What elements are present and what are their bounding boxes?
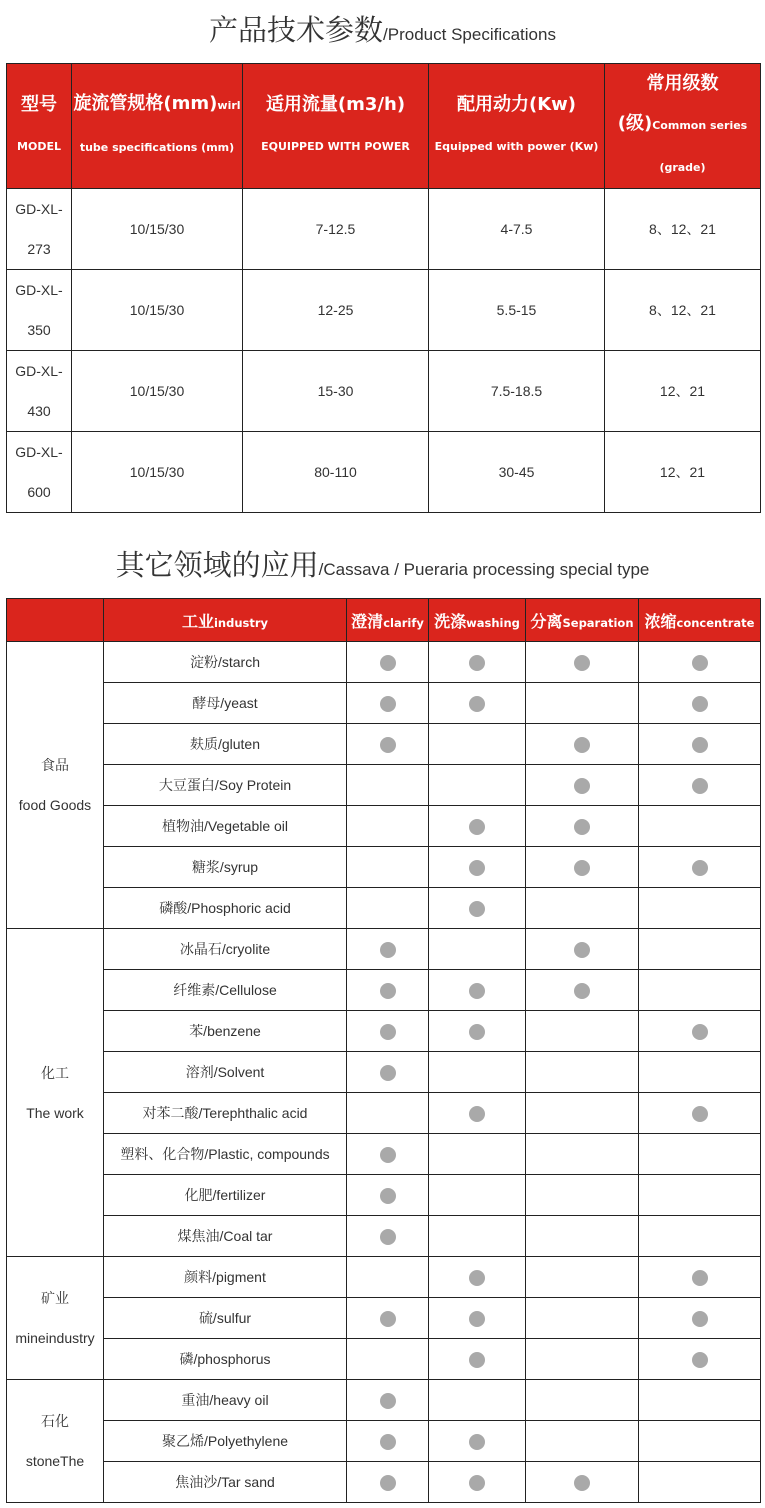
dot-icon [380, 1475, 396, 1491]
dot-icon [469, 1106, 485, 1122]
header-zh2: (级) [617, 113, 653, 134]
mark-cell [639, 683, 761, 724]
model-number: 600 [27, 484, 51, 500]
category-cell [7, 1380, 104, 1503]
mark-cell [347, 929, 429, 970]
mark-cell [639, 1339, 761, 1380]
power-cell: 5.5-15 [429, 270, 605, 351]
dot-icon [574, 819, 590, 835]
mark-cell [639, 1134, 761, 1175]
mark-cell [347, 1052, 429, 1093]
mark-cell [639, 765, 761, 806]
header-zh: 洗涤 [434, 611, 467, 631]
application-table [6, 598, 761, 1503]
dot-icon [469, 1024, 485, 1040]
mark-cell [639, 847, 761, 888]
mark-cell [429, 765, 526, 806]
mark-cell [347, 1134, 429, 1175]
mark-cell [526, 1339, 639, 1380]
material-cell: 磷酸/Phosphoric acid [104, 888, 347, 929]
app-row [7, 1257, 761, 1298]
mark-cell [347, 1257, 429, 1298]
dot-icon [574, 737, 590, 753]
mark-cell [639, 1298, 761, 1339]
material-cell: 煤焦油/Coal tar [104, 1216, 347, 1257]
mark-cell [429, 888, 526, 929]
app-row [7, 1298, 761, 1339]
dot-icon [692, 737, 708, 753]
mark-cell [429, 1216, 526, 1257]
spec-row [7, 351, 761, 432]
header-en: Equipped with power (Kw) [434, 140, 599, 153]
mark-cell [347, 1462, 429, 1503]
mark-cell [347, 806, 429, 847]
flow-cell: 15-30 [243, 351, 429, 432]
header-en: (grade) [659, 161, 706, 174]
dot-icon [692, 778, 708, 794]
app-header-row [7, 599, 761, 642]
spec-header-row [7, 64, 761, 189]
mark-cell [526, 1421, 639, 1462]
app-row [7, 683, 761, 724]
dot-icon [469, 860, 485, 876]
app-row [7, 1052, 761, 1093]
mark-cell [639, 1421, 761, 1462]
mark-cell [429, 1257, 526, 1298]
dot-icon [574, 1475, 590, 1491]
header-zh: 澄清 [351, 611, 384, 631]
mark-cell [526, 806, 639, 847]
mark-cell [429, 1011, 526, 1052]
dot-icon [380, 1311, 396, 1327]
mark-cell [526, 1462, 639, 1503]
grade-cell: 8、12、21 [605, 270, 761, 351]
mark-cell [639, 1257, 761, 1298]
model-cell [7, 189, 72, 270]
header-en: washing [466, 615, 520, 630]
mark-cell [429, 1134, 526, 1175]
mark-cell [526, 765, 639, 806]
app-row [7, 1216, 761, 1257]
mark-cell [347, 642, 429, 683]
dot-icon [380, 983, 396, 999]
mark-cell [639, 724, 761, 765]
dot-icon [469, 1352, 485, 1368]
model-prefix: GD-XL- [15, 363, 63, 379]
category-zh: 矿业 [41, 1290, 69, 1306]
spec-title-zh: 产品技术参数 [209, 13, 384, 47]
category-zh: 石化 [41, 1413, 69, 1429]
mark-cell [347, 683, 429, 724]
dot-icon [692, 860, 708, 876]
header-separation [526, 599, 639, 642]
mark-cell [639, 1052, 761, 1093]
model-prefix: GD-XL- [15, 282, 63, 298]
mark-cell [526, 1298, 639, 1339]
app-row [7, 1134, 761, 1175]
app-row [7, 1380, 761, 1421]
header-industry [104, 599, 347, 642]
header-zh: 浓缩 [644, 611, 677, 631]
app-row [7, 1011, 761, 1052]
app-title-zh: 其它领域的应用 [115, 548, 319, 582]
material-cell: 溶剂/Solvent [104, 1052, 347, 1093]
mark-cell [639, 1093, 761, 1134]
model-number: 350 [27, 322, 51, 338]
flow-cell: 80-110 [243, 432, 429, 513]
mark-cell [429, 1339, 526, 1380]
mark-cell [526, 1011, 639, 1052]
dot-icon [380, 1188, 396, 1204]
category-en: mineindustry [15, 1330, 95, 1346]
app-row [7, 847, 761, 888]
header-model [7, 64, 72, 189]
material-cell: 大豆蛋白/Soy Protein [104, 765, 347, 806]
mark-cell [526, 970, 639, 1011]
header-zh: 分离 [530, 611, 563, 631]
app-row [7, 765, 761, 806]
header-tube [72, 64, 243, 189]
mark-cell [526, 888, 639, 929]
category-zh: 化工 [41, 1064, 69, 1081]
mark-cell [347, 1421, 429, 1462]
power-cell: 30-45 [429, 432, 605, 513]
dot-icon [692, 655, 708, 671]
spec-title-en: /Product Specifications [383, 25, 556, 44]
dot-icon [469, 901, 485, 917]
dot-icon [692, 1106, 708, 1122]
tube-cell: 10/15/30 [72, 270, 243, 351]
dot-icon [469, 1311, 485, 1327]
dot-icon [692, 1270, 708, 1286]
dot-icon [469, 1270, 485, 1286]
dot-icon [469, 655, 485, 671]
material-cell: 颜料/pigment [104, 1257, 347, 1298]
mark-cell [526, 929, 639, 970]
dot-icon [574, 860, 590, 876]
app-row [7, 724, 761, 765]
mark-cell [429, 1380, 526, 1421]
mark-cell [639, 970, 761, 1011]
material-cell: 焦油沙/Tar sand [104, 1462, 347, 1503]
app-row [7, 1339, 761, 1380]
mark-cell [429, 806, 526, 847]
mark-cell [347, 847, 429, 888]
dot-icon [380, 737, 396, 753]
mark-cell [639, 642, 761, 683]
header-zh: 适用流量(m3/h) [265, 94, 406, 115]
dot-icon [380, 1393, 396, 1409]
header-washing [429, 599, 526, 642]
category-zh: 食品 [41, 757, 69, 773]
material-cell: 糖浆/syrup [104, 847, 347, 888]
dot-icon [380, 1065, 396, 1081]
mark-cell [526, 1216, 639, 1257]
dot-icon [574, 942, 590, 958]
mark-cell [639, 1175, 761, 1216]
header-category [7, 599, 104, 642]
mark-cell [526, 1380, 639, 1421]
material-cell: 植物油/Vegetable oil [104, 806, 347, 847]
header-en-inline: Common series [652, 119, 748, 132]
material-cell: 酵母/yeast [104, 683, 347, 724]
dot-icon [380, 942, 396, 958]
mark-cell [429, 1421, 526, 1462]
header-en: Separation [562, 615, 634, 630]
mark-cell [526, 683, 639, 724]
mark-cell [429, 642, 526, 683]
app-title-en: /Cassava / Pueraria processing special type [318, 560, 650, 579]
dot-icon [380, 655, 396, 671]
spec-table [6, 63, 761, 513]
category-en: The work [26, 1104, 84, 1121]
mark-cell [639, 1380, 761, 1421]
dot-icon [469, 983, 485, 999]
header-zh: 配用动力(Kw) [456, 94, 577, 115]
header-en: MODEL [17, 140, 61, 153]
category-cell [7, 1257, 104, 1380]
mark-cell [429, 970, 526, 1011]
mark-cell [429, 1298, 526, 1339]
tube-cell: 10/15/30 [72, 432, 243, 513]
dot-icon [380, 696, 396, 712]
mark-cell [347, 1380, 429, 1421]
dot-icon [692, 1024, 708, 1040]
header-en: industry [213, 615, 269, 630]
mark-cell [526, 724, 639, 765]
material-cell: 磷/phosphorus [104, 1339, 347, 1380]
tube-cell: 10/15/30 [72, 189, 243, 270]
material-cell: 聚乙烯/Polyethylene [104, 1421, 347, 1462]
mark-cell [347, 765, 429, 806]
mark-cell [526, 847, 639, 888]
mark-cell [526, 642, 639, 683]
mark-cell [639, 1462, 761, 1503]
dot-icon [469, 696, 485, 712]
dot-icon [574, 655, 590, 671]
flow-cell: 12-25 [243, 270, 429, 351]
material-cell: 纤维素/Cellulose [104, 970, 347, 1011]
mark-cell [639, 806, 761, 847]
mark-cell [429, 1175, 526, 1216]
header-zh: 型号 [21, 94, 57, 115]
power-cell: 4-7.5 [429, 189, 605, 270]
category-en: stoneThe [25, 1453, 85, 1469]
spec-row [7, 189, 761, 270]
mark-cell [526, 1134, 639, 1175]
header-en-inline: wirl [217, 99, 241, 112]
header-concentrate [639, 599, 761, 642]
material-cell: 冰晶石/cryolite [104, 929, 347, 970]
header-en: concentrate [676, 615, 755, 630]
mark-cell [639, 929, 761, 970]
model-cell [7, 270, 72, 351]
app-section-title [0, 543, 765, 584]
model-prefix: GD-XL- [15, 444, 63, 460]
mark-cell [429, 847, 526, 888]
mark-cell [347, 970, 429, 1011]
mark-cell [347, 1298, 429, 1339]
material-cell: 麸质/gluten [104, 724, 347, 765]
mark-cell [347, 1093, 429, 1134]
grade-cell: 8、12、21 [605, 189, 761, 270]
mark-cell [526, 1257, 639, 1298]
material-cell: 淀粉/starch [104, 642, 347, 683]
mark-cell [429, 1093, 526, 1134]
model-cell [7, 351, 72, 432]
header-en: tube specifications (mm) [79, 141, 235, 154]
app-row [7, 929, 761, 970]
dot-icon [380, 1229, 396, 1245]
mark-cell [347, 1216, 429, 1257]
mark-cell [429, 683, 526, 724]
power-cell: 7.5-18.5 [429, 351, 605, 432]
material-cell: 苯/benzene [104, 1011, 347, 1052]
mark-cell [429, 1462, 526, 1503]
app-row [7, 1462, 761, 1503]
header-en: clarify [383, 615, 424, 630]
app-row [7, 1175, 761, 1216]
dot-icon [380, 1434, 396, 1450]
material-cell: 硫/sulfur [104, 1298, 347, 1339]
tube-cell: 10/15/30 [72, 351, 243, 432]
category-cell [7, 929, 104, 1257]
grade-cell: 12、21 [605, 351, 761, 432]
app-row [7, 806, 761, 847]
dot-icon [574, 778, 590, 794]
flow-cell: 7-12.5 [243, 189, 429, 270]
model-prefix: GD-XL- [15, 201, 63, 217]
material-cell: 塑料、化合物/Plastic, compounds [104, 1134, 347, 1175]
material-cell: 化肥/fertilizer [104, 1175, 347, 1216]
app-row [7, 888, 761, 929]
category-en: food Goods [18, 797, 92, 813]
mark-cell [526, 1052, 639, 1093]
header-zh: 常用级数 [646, 73, 719, 94]
dot-icon [380, 1147, 396, 1163]
category-cell [7, 642, 104, 929]
header-en: EQUIPPED WITH POWER [261, 140, 410, 153]
mark-cell [347, 888, 429, 929]
model-cell [7, 432, 72, 513]
dot-icon [692, 696, 708, 712]
dot-icon [380, 1024, 396, 1040]
model-number: 273 [27, 241, 51, 257]
header-zh: 旋流管规格(mm) [73, 93, 218, 114]
mark-cell [639, 888, 761, 929]
dot-icon [692, 1352, 708, 1368]
app-row [7, 1093, 761, 1134]
mark-cell [347, 1011, 429, 1052]
app-row [7, 1421, 761, 1462]
mark-cell [429, 1052, 526, 1093]
app-row [7, 642, 761, 683]
spec-row [7, 270, 761, 351]
mark-cell [347, 724, 429, 765]
mark-cell [526, 1093, 639, 1134]
header-power [429, 64, 605, 189]
dot-icon [574, 983, 590, 999]
app-row [7, 970, 761, 1011]
header-flow [243, 64, 429, 189]
material-cell: 重油/heavy oil [104, 1380, 347, 1421]
mark-cell [429, 724, 526, 765]
spec-row [7, 432, 761, 513]
mark-cell [347, 1175, 429, 1216]
mark-cell [639, 1216, 761, 1257]
material-cell: 对苯二酸/Terephthalic acid [104, 1093, 347, 1134]
header-zh: 工业 [181, 611, 214, 631]
dot-icon [469, 1434, 485, 1450]
dot-icon [469, 819, 485, 835]
model-number: 430 [27, 403, 51, 419]
mark-cell [526, 1175, 639, 1216]
header-grade [605, 64, 761, 189]
dot-icon [469, 1475, 485, 1491]
spec-section-title [0, 8, 765, 49]
grade-cell: 12、21 [605, 432, 761, 513]
dot-icon [692, 1311, 708, 1327]
mark-cell [639, 1011, 761, 1052]
header-clarify [347, 599, 429, 642]
mark-cell [429, 929, 526, 970]
mark-cell [347, 1339, 429, 1380]
